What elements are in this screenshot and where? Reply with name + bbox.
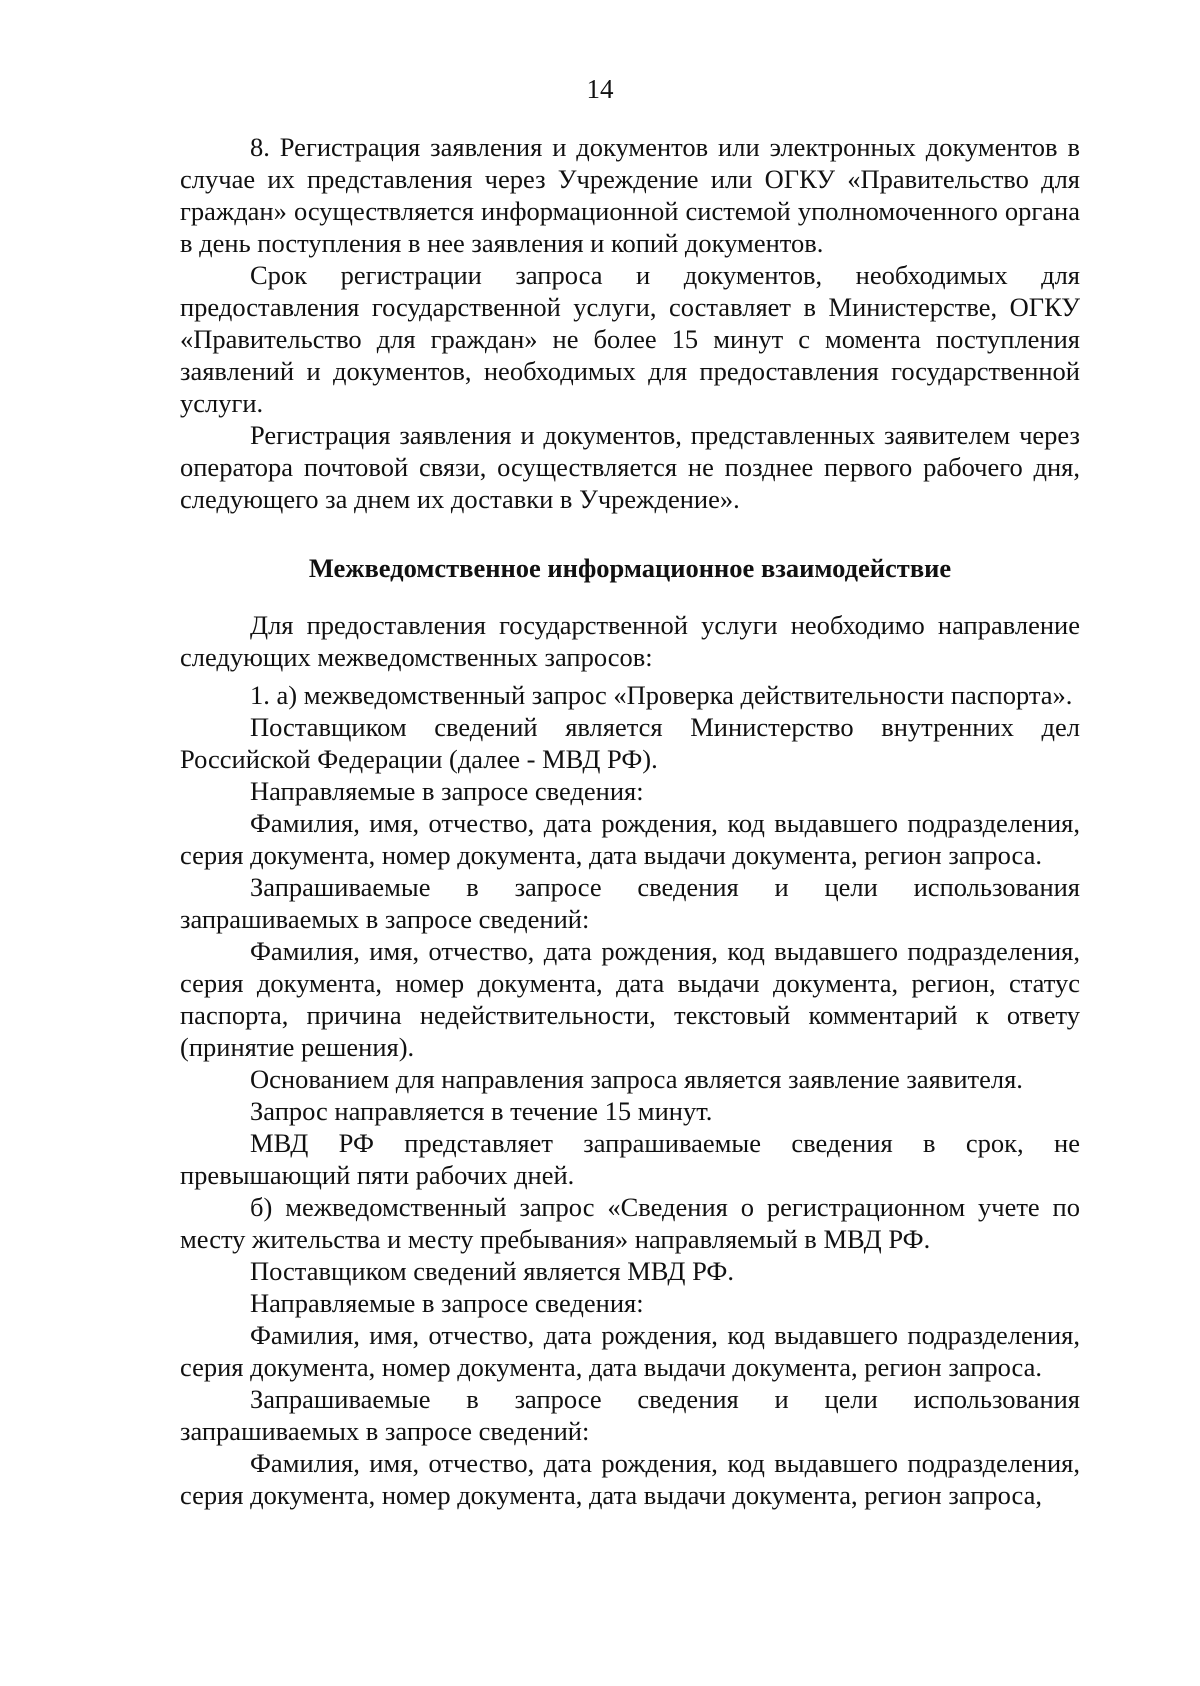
paragraph-basis-a: Основанием для направления запроса является заявление заявителя. (250, 1064, 1023, 1094)
paragraph-request-a: 1. а) межведомственный запрос «Проверка действительности паспорта». (250, 680, 1073, 710)
paragraph-requested-data-a: Фамилия, имя, отчество, дата рождения, код выдавшего подразделения, серия документа, номер документа, дата выдачи документа, регион, статус паспорта, причина недействительности, текстовый комментарий к ответу (принятие решения). (180, 936, 1080, 1062)
section-heading: Межведомственное информационное взаимодействие (308, 553, 952, 583)
paragraph-sent-data-a: Фамилия, имя, отчество, дата рождения, код выдавшего подразделения, серия документа, номер документа, дата выдачи документа, регион запроса. (180, 808, 1080, 870)
paragraph-response-term-a: МВД РФ представляет запрашиваемые сведения в срок, не превышающий пяти рабочих дней. (180, 1128, 1080, 1190)
paragraph-requested-data-b: Фамилия, имя, отчество, дата рождения, код выдавшего подразделения, серия документа, номер документа, дата выдачи документа, регион запроса, (180, 1448, 1080, 1510)
paragraph-request-b: б) межведомственный запрос «Сведения о регистрационном учете по месту жительства и месту пребывания» направляемый в МВД РФ. (180, 1192, 1080, 1254)
registration-section (180, 131, 1080, 515)
paragraph-requested-data-label-a: Запрашиваемые в запросе сведения и цели использования запрашиваемых в запросе сведений: (180, 872, 1080, 934)
paragraph-sent-data-b: Фамилия, имя, отчество, дата рождения, код выдавшего подразделения, серия документа, номер документа, дата выдачи документа, регион запроса. (180, 1320, 1080, 1382)
paragraph-timing-a: Запрос направляется в течение 15 минут. (250, 1096, 713, 1126)
paragraph-sent-data-label-b: Направляемые в запросе сведения: (250, 1288, 644, 1318)
paragraph-supplier-b: Поставщиком сведений является МВД РФ. (250, 1256, 734, 1286)
paragraph-registration-8: 8. Регистрация заявления и документов или электронных документов в случае их представления через Учреждение или ОГКУ «Правительство для граждан» осуществляется информационной системой уполномоченного органа в день поступления в нее заявления и копий документов. (180, 132, 1080, 258)
interagency-section (180, 609, 1080, 1511)
paragraph-sent-data-label-a: Направляемые в запросе сведения: (250, 776, 644, 806)
paragraph-supplier-a: Поставщиком сведений является Министерство внутренних дел Российской Федерации (далее - МВД РФ). (180, 712, 1080, 774)
paragraph-intro: Для предоставления государственной услуги необходимо направление следующих межведомственных запросов: (180, 610, 1080, 672)
paragraph-postal-registration: Регистрация заявления и документов, представленных заявителем через оператора почтовой связи, осуществляется не позднее первого рабочего дня, следующего за днем их доставки в Учреждение». (180, 420, 1080, 514)
paragraph-registration-term: Срок регистрации запроса и документов, необходимых для предоставления государственной услуги, составляет в Министерстве, ОГКУ «Правительство для граждан» не более 15 минут с момента поступления заявлений и документов, необходимых для предоставления государственной услуги. (180, 260, 1080, 418)
page-number: 14 (586, 74, 614, 104)
paragraph-requested-data-label-b: Запрашиваемые в запросе сведения и цели использования запрашиваемых в запросе сведений: (180, 1384, 1080, 1446)
